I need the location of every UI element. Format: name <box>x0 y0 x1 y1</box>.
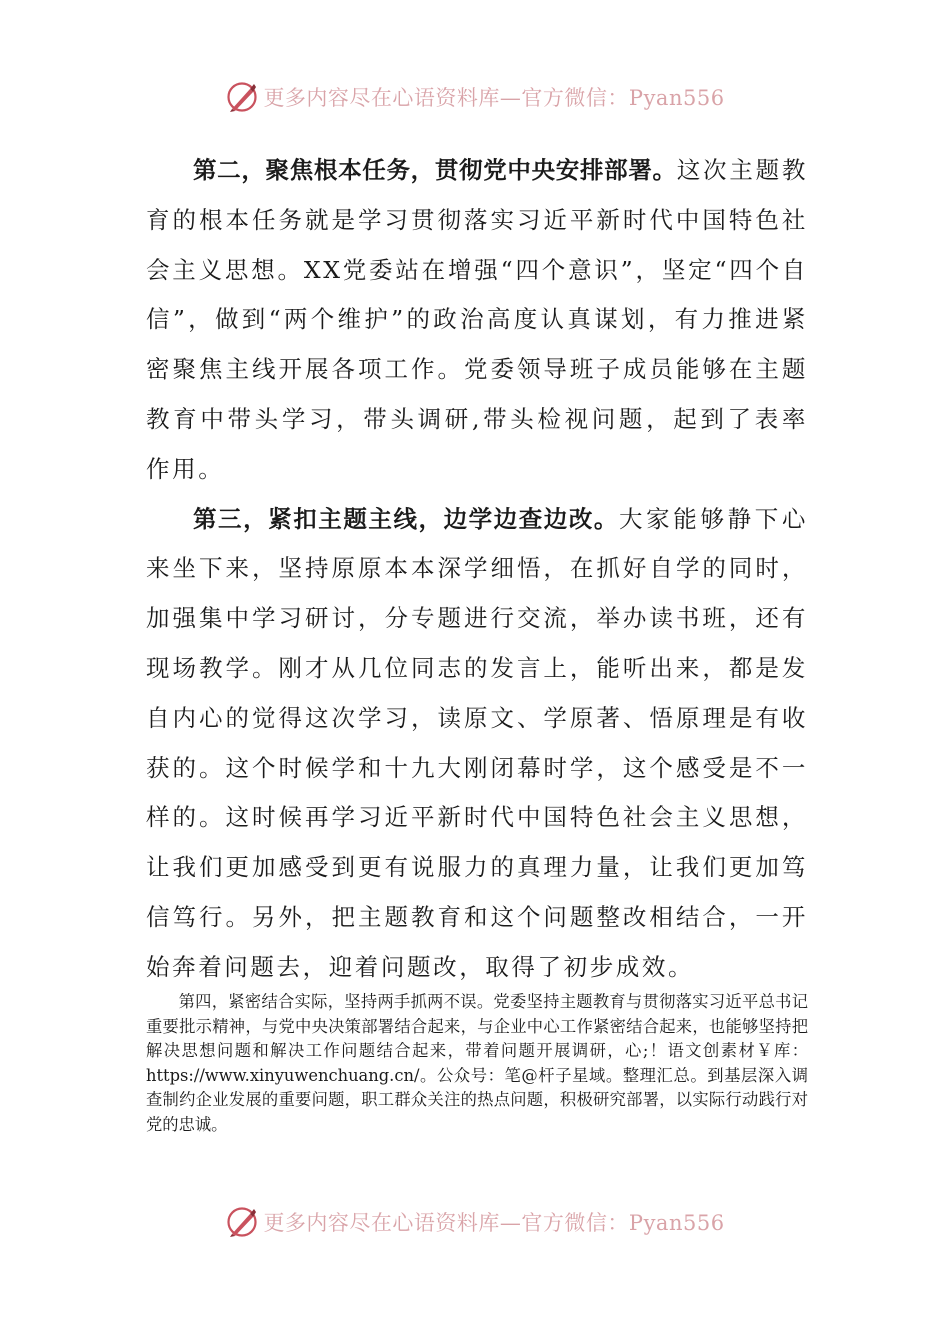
pen-circle-logo-icon <box>225 1205 259 1239</box>
paragraph-second <box>146 146 808 495</box>
pen-circle-logo-icon <box>225 80 259 114</box>
paragraph-second-text: 这次主题教育的根本任务就是学习贯彻落实习近平新时代中国特色社会主义思想。XX党委站在增强“四个意识”，坚定“四个自信”，做到“两个维护”的政治高度认真谋划，有力推进紧密聚焦主线开展各项工作。党委领导班子成员能够在主题教育中带头学习，带头调研,带头检视问题，起到了表率作用。 <box>146 156 808 483</box>
footer-banner <box>225 1205 724 1239</box>
page-footer <box>0 1205 950 1239</box>
document-body <box>146 146 808 993</box>
paragraph-fourth: 第四，紧密结合实际，坚持两手抓两不误。党委坚持主题教育与贯彻落实习近平总书记重要批示精神，与党中央决策部署结合起来，与企业中心工作紧密结合起来，也能够坚持把解决思想问题和解决工作问题结合起来，带着问题开展调研，心;！语文创素材￥库：https://www.xinyuwenchuang.cn/。公众号：笔@杆子星域。整理汇总。到基层深入调查制约企业发展的重要问题，职工群众关注的热点问题，积极研究部署，以实际行动践行对党的忠诚。 <box>146 992 808 1134</box>
header-banner-text: 更多内容尽在心语资料库—官方微信：Pyan556 <box>263 86 725 110</box>
paragraph-third-heading: 第三，紧扣主题主线，边学边查边改。 <box>193 504 619 533</box>
paragraph-third-text: 大家能够静下心来坐下来，坚持原原本本深学细悟，在抓好自学的同时，加强集中学习研讨，分专题进行交流，举办读书班，还有现场教学。刚才从几位同志的发言上，能听出来，都是发自内心的觉得这次学习，读原文、学原著、悟原理是有收获的。这个时候学和十九大刚闭幕时学，这个感受是不一样的。这时候再学习近平新时代中国特色社会主义思想，让我们更加感受到更有说服力的真理力量，让我们更加笃信笃行。另外，把主题教育和这个问题整改相结合，一开始奔着问题去，迎着问题改，取得了初步成效。 <box>146 504 809 981</box>
header-banner <box>225 80 724 114</box>
footer-banner-text: 更多内容尽在心语资料库—官方微信：Pyan556 <box>263 1211 725 1235</box>
page-header <box>0 80 950 114</box>
paragraph-second-heading: 第二，聚焦根本任务，贯彻党中央安排部署。 <box>193 156 677 184</box>
paragraph-third <box>146 495 808 993</box>
